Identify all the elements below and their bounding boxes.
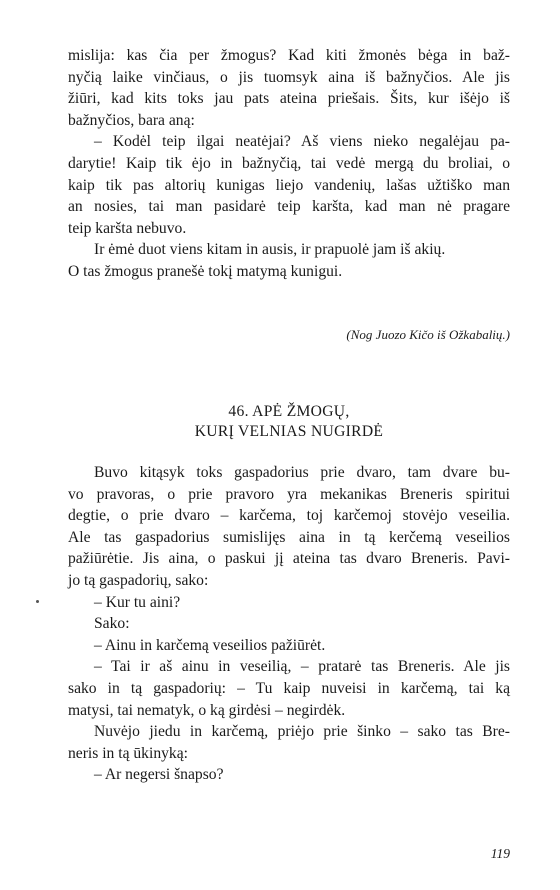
story-paragraph <box>68 462 510 592</box>
text-line: matysi, tai nematyk, o ką girdėsi – negirdėk. <box>68 701 346 719</box>
text-line: neris in tą ūkinyką: <box>68 744 188 762</box>
text-line: Sako: <box>94 615 130 633</box>
text-line: degtie, o prie dvaro – karčema, toj karčemoj stovėjo veseilia. <box>68 507 510 525</box>
top-paragraph <box>68 239 510 261</box>
text-line: teip karšta nebuvo. <box>68 219 187 237</box>
chapter-heading-line-2: KURĮ VELNIAS NUGIRDĖ <box>194 423 384 440</box>
text-line: an nosies, tai man pasidarė teip karšta, kad man nė pragare <box>68 198 510 216</box>
top-paragraph <box>68 131 510 239</box>
text-line: – Kodėl teip ilgai neatėjai? Aš viens nieko negalėjau pa- <box>94 133 510 151</box>
story-paragraph <box>68 592 510 614</box>
story-text-block <box>68 462 510 786</box>
top-paragraph <box>68 45 510 131</box>
story-paragraph <box>68 656 510 721</box>
chapter-heading <box>68 402 510 442</box>
story-paragraph <box>68 764 510 786</box>
story-paragraph <box>68 635 510 657</box>
text-line: Nuvėjo jiedu in karčemą, priėjo prie šinko – sako tas Bre- <box>94 723 510 741</box>
story-paragraph <box>68 613 510 635</box>
source-note: (Nog Juozo Kičo iš Ožkabalių.) <box>346 327 510 342</box>
text-line: darytie! Kaip tik ėjo in bažnyčią, tai vedė mergą du broliai, o <box>68 154 510 172</box>
text-line: vo pravoras, o prie pravoro yra mekanikas Breneris spiritui <box>68 485 510 503</box>
text-line: – Ainu in karčemą veseilios pažiūrėt. <box>94 636 326 654</box>
text-line: pažiūrėtie. Jis aina, o paskui jį ateina tas dvaro Breneris. Pavi- <box>68 550 510 568</box>
top-text-block <box>68 45 510 283</box>
text-line: bažnyčios, bara aną: <box>68 111 195 129</box>
margin-mark <box>36 600 39 603</box>
text-line: Ale tas gaspadorius sumislijęs aina in tą kerčemą veseilios <box>68 528 510 546</box>
top-paragraph <box>68 261 510 283</box>
text-line: O tas žmogus pranešė tokį matymą kunigui. <box>68 262 343 280</box>
text-line: žiūri, kad kits toks jau pats ateina priešais. Šits, kur išėjo iš <box>68 90 510 108</box>
text-line: Buvo kitąsyk toks gaspadorius prie dvaro, tam dvare bu- <box>94 464 510 481</box>
story-paragraph <box>68 721 510 764</box>
text-line: Ir ėmė duot viens kitam in ausis, ir prapuolė jam iš akių. <box>94 241 446 259</box>
text-line: mislija: kas čia per žmogus? Kad kiti žmonės bėga in baž- <box>68 47 510 64</box>
text-line: nyčią laike vinčiaus, o jis tuomsyk aina iš bažnyčios. Ale jis <box>68 68 510 86</box>
text-line: – Kur tu aini? <box>94 593 181 611</box>
text-line: sako in tą gaspadorių: – Tu kaip nuveisi in karčemą, tai ką <box>68 679 510 697</box>
text-line: – Tai ir aš ainu in veseilią, – pratarė tas Breneris. Ale jis <box>94 658 510 676</box>
text-line: – Ar negersi šnapso? <box>94 766 224 784</box>
chapter-heading-line-1: 46. APĖ ŽMOGŲ, <box>228 403 350 420</box>
text-line: kaip tik pas altorių kunigas liejo vandenių, lašas užtiško man <box>68 176 510 194</box>
page-number: 119 <box>490 846 510 861</box>
text-line: jo tą gaspadorių, sako: <box>68 571 209 589</box>
